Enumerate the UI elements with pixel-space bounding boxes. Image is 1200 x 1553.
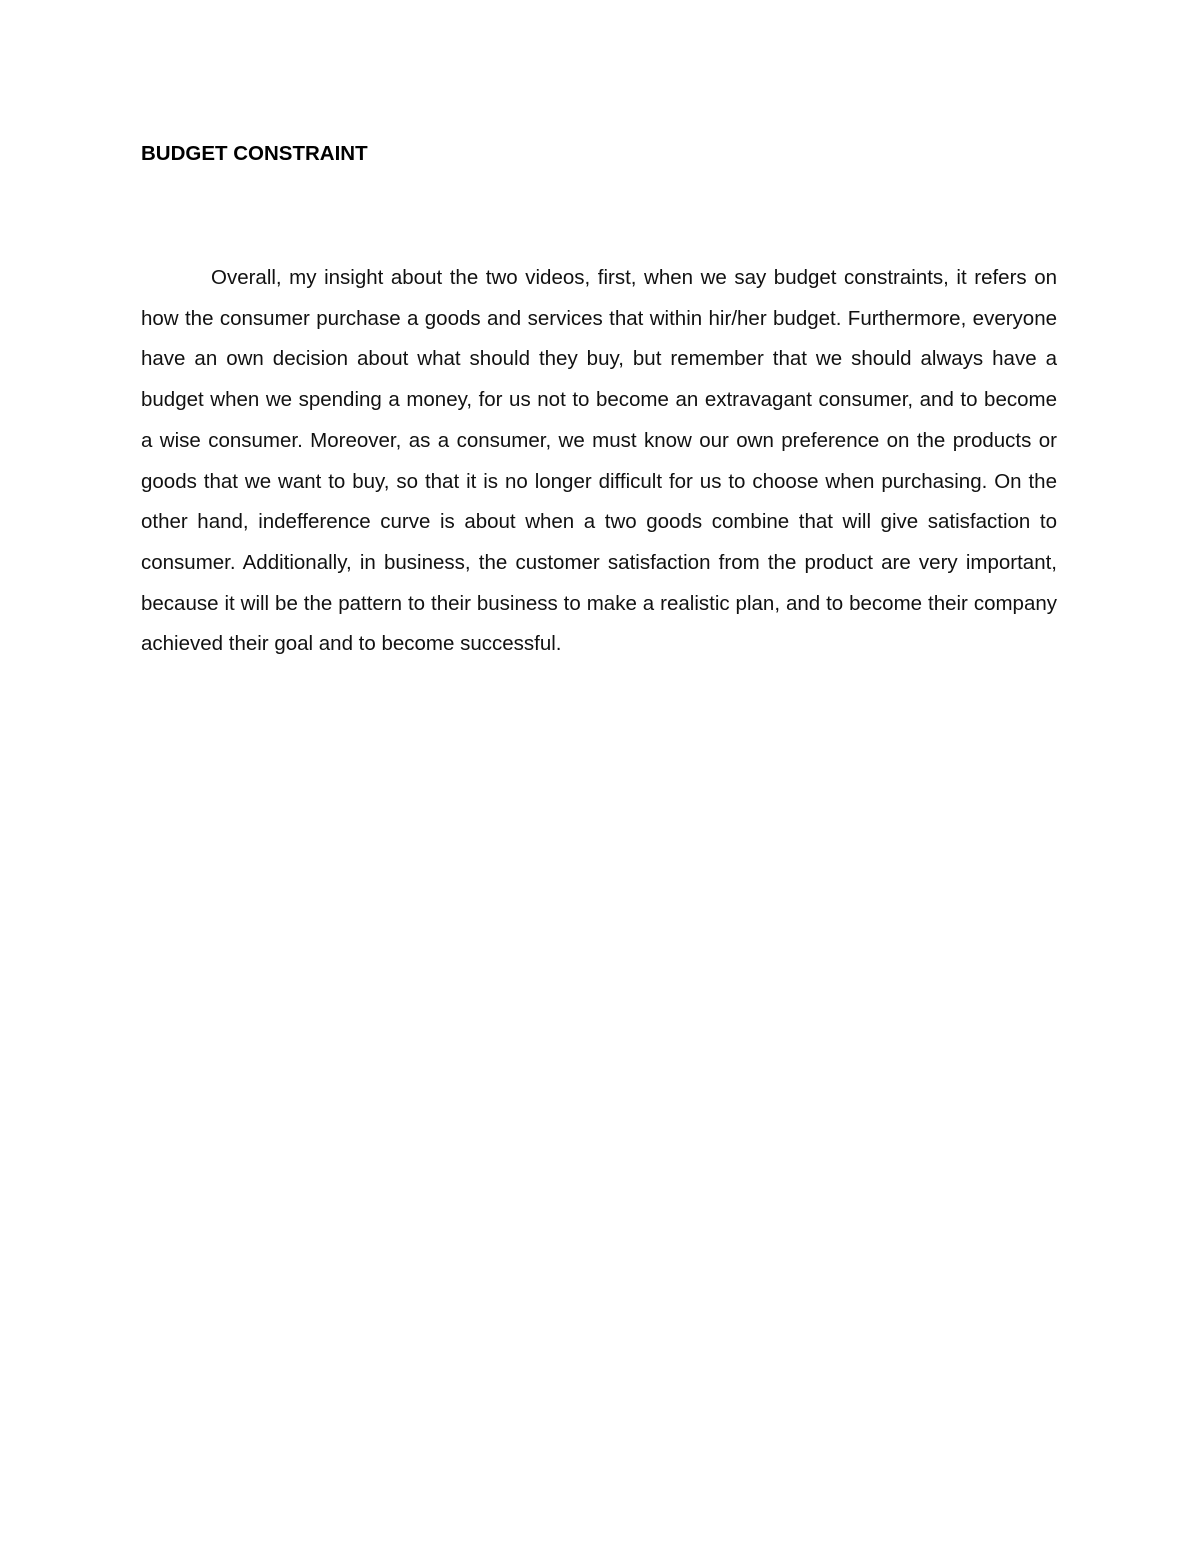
document-paragraph: Overall, my insight about the two videos, first, when we say budget constraints, it refers on how the consumer purchase a goods and services that within hir/her budget. Furthermore, everyone have an own decision about what should they buy, but remember that we should always have a budget when we spending a money, for us not to become an extravagant consumer, and to become a wise consumer. Moreover, as a consumer, we must know our own preference on the products or goods that we want to buy, so that it is no longer difficult for us to choose when purchasing. On the other hand, indefference curve is about when a two goods combine that will give satisfaction to consumer. Additionally, in business, the customer satisfaction from the product are very important, because it will be the pattern to their business to make a realistic plan, and to become their company achieved their goal and to become successful. [141,266,1057,656]
document-title: BUDGET CONSTRAINT [141,142,368,165]
